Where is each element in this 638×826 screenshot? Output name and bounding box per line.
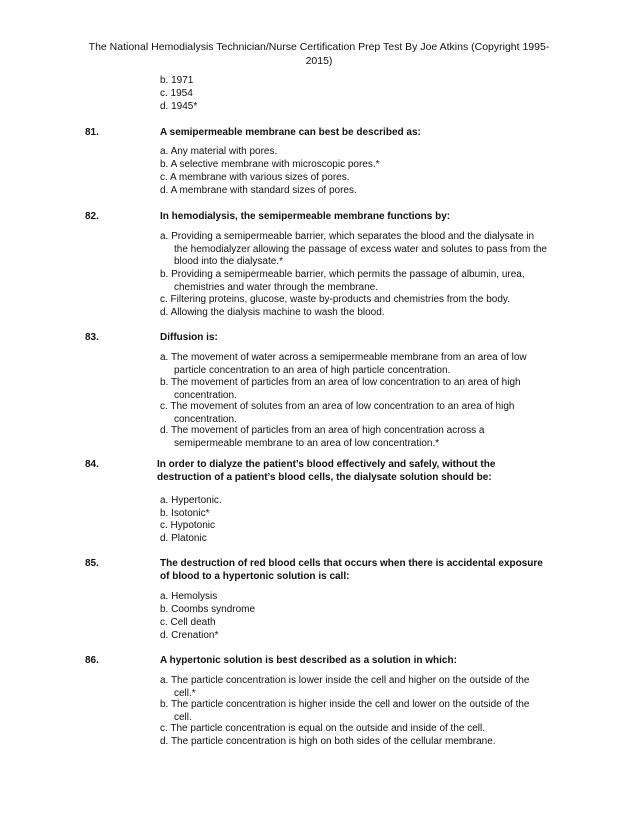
answer-option: a. Hemolysis <box>160 591 218 602</box>
header-line-1: The National Hemodialysis Technician/Nurse Certification Prep Test By Joe Atkins (Copyright 1995- <box>88 41 550 53</box>
page-header <box>70 40 568 68</box>
answer-option: c. Hypotonic <box>160 520 216 531</box>
question-text: The destruction of red blood cells that occurs when there is accidental exposure of blood to a hypertonic solution is call: <box>160 558 543 582</box>
answer-option: b. Coombs syndrome <box>160 604 256 615</box>
answer-option: c. The particle concentration is equal on the outside and inside of the cell. <box>160 723 486 734</box>
answer-option: d. The particle concentration is high on both sides of the cellular membrane. <box>160 736 496 747</box>
question-number: 82. <box>85 211 99 222</box>
question-number: 86. <box>85 655 99 666</box>
answer-option: c. The movement of solutes from an area of low concentration to an area of high concentration. <box>160 401 515 425</box>
answer-option: a. The movement of water across a semipermeable membrane from an area of low particle concentration to an area of high particle concentration. <box>160 352 527 376</box>
header-line-2: 2015) <box>305 55 333 67</box>
question-text: Diffusion is: <box>160 332 218 343</box>
answer-option: c. Filtering proteins, glucose, waste by-products and chemistries from the body. <box>160 294 510 305</box>
answer-option: a. Any material with pores. <box>160 146 278 157</box>
answer-option: d. Allowing the dialysis machine to wash the blood. <box>160 307 385 318</box>
answer-option: a. Hypertonic. <box>160 495 222 506</box>
answer-option: b. The movement of particles from an area of low concentration to an area of high concentration. <box>160 377 521 401</box>
answer-option: c. A membrane with various sizes of pores. <box>160 172 350 183</box>
answer-option: b. A selective membrane with microscopic pores.* <box>160 159 380 170</box>
answer-option: b. Isotonic* <box>160 508 210 519</box>
question-number: 83. <box>85 332 99 343</box>
answer-option: d. A membrane with standard sizes of pores. <box>160 185 357 196</box>
answer-option: b. The particle concentration is higher inside the cell and lower on the outside of the cell. <box>160 699 530 723</box>
answer-option: c. 1954 <box>160 88 193 99</box>
answer-option: d. Crenation* <box>160 630 219 641</box>
answer-option: a. Providing a semipermeable barrier, which separates the blood and the dialysate in the hemodialyzer allowing the passage of excess water and solutes to pass from the blood into the dialysate.* <box>160 231 547 268</box>
answer-option: d. The movement of particles from an area of high concentration across a semipermeable membrane to an area of low concentration.* <box>160 425 485 449</box>
question-text: A hypertonic solution is best described as a solution in which: <box>160 655 457 666</box>
answer-option: a. The particle concentration is lower inside the cell and higher on the outside of the cell.* <box>160 675 530 699</box>
question-text: A semipermeable membrane can best be described as: <box>160 127 421 138</box>
answer-option: b. 1971 <box>160 75 194 86</box>
question-number: 85. <box>85 558 99 569</box>
question-text: In order to dialyze the patient’s blood effectively and safely, without the destruction of a patient’s blood cells, the dialysate solution should be: <box>157 459 496 483</box>
question-text: In hemodialysis, the semipermeable membrane functions by: <box>160 211 451 222</box>
answer-option: d. 1945* <box>160 101 198 112</box>
question-number: 84. <box>85 459 99 470</box>
answer-option: b. Providing a semipermeable barrier, which permits the passage of albumin, urea, chemistries and water through the membrane. <box>160 269 525 293</box>
question-number: 81. <box>85 127 99 138</box>
answer-option: c. Cell death <box>160 617 216 628</box>
answer-option: d. Platonic <box>160 533 207 544</box>
